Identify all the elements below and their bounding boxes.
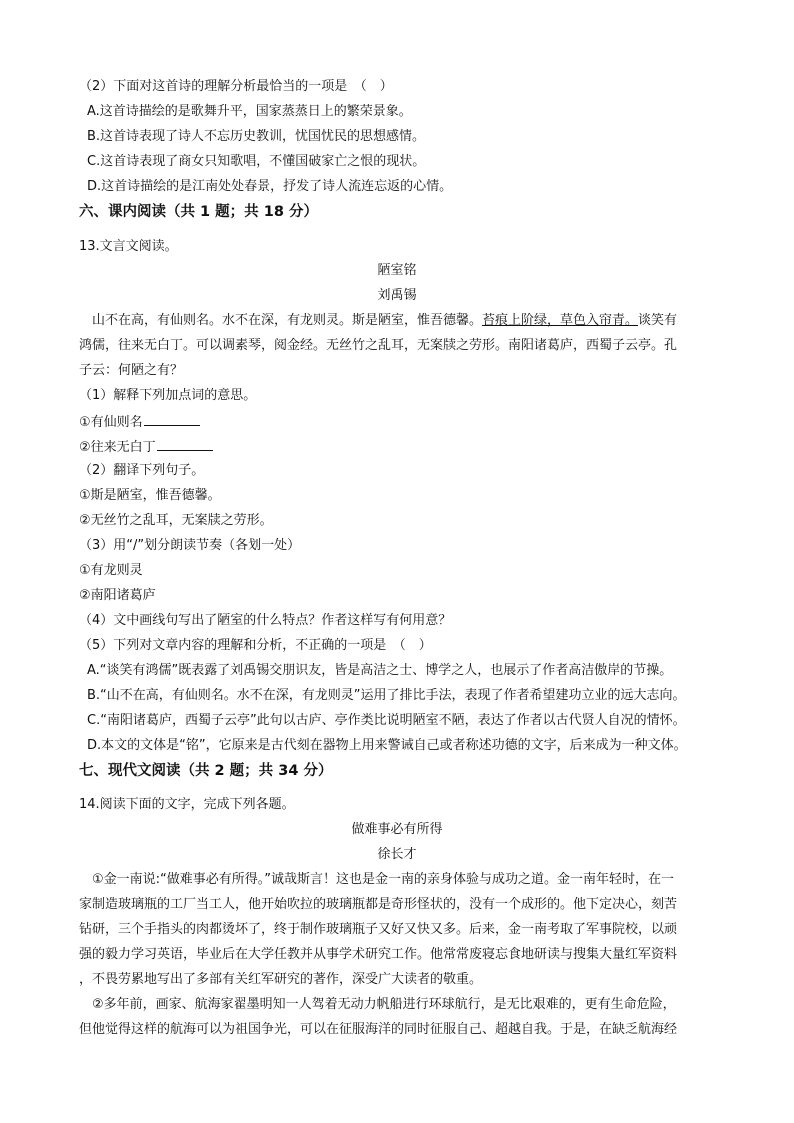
passage-line-2: 鸿儒，往来无白丁。可以调素琴，阅金经。无丝竹之乱耳，无案牍之劳形。南阳诸葛庐，西蜀子云亭。孔 bbox=[79, 338, 678, 353]
article-paragraph-2-line-1: ②多年前，画家、航海家翟墨明知一人驾着无动力帆船进行环球航行，是无比艰难的，更有生命危险， bbox=[79, 997, 676, 1012]
article-paragraph-1-line-3: 钻研，三个手指头的肉都烫坏了，终于制作玻璃瓶子又好又快又多。后来，金一南考取了军事院校，以顽 bbox=[79, 922, 678, 937]
article-paragraph-2-line-2: 但他觉得这样的航海可以为祖国争光，可以在征服海洋的同时征服自己、超越自我。于是，在缺乏航海经 bbox=[79, 1022, 678, 1037]
sub-question-3-item-b: ②南阳诸葛庐 bbox=[79, 588, 156, 603]
sub-question-3-item-a: ①有龙则灵 bbox=[79, 563, 143, 578]
option-d: D.这首诗描绘的是江南处处春景，抒发了诗人流连忘返的心情。 bbox=[87, 179, 453, 194]
sub-question-2-item-a: ①斯是陋室，惟吾德馨。 bbox=[79, 488, 221, 503]
article-paragraph-1-line-5: ，不畏劳累地写出了多部有关红军研究的著作，深受广大读者的敬重。 bbox=[79, 972, 483, 987]
option-a: A.这首诗描绘的是歌舞升平，国家蒸蒸日上的繁荣景象。 bbox=[87, 104, 412, 119]
section-6-heading: 六、课内阅读（共 1 题；共 18 分） bbox=[79, 204, 318, 220]
sub-question-5-option-c: C.“南阳诸葛庐，西蜀子云亭”此句以古庐、亭作类比说明陋室不陋，表达了作者以古代贤人自况的情怀。 bbox=[87, 713, 686, 728]
option-b: B.这首诗表现了诗人不忘历史教训，忧国忧民的思想感情。 bbox=[87, 129, 426, 144]
sub-question-1-item-b: ②往来无白丁 bbox=[79, 437, 213, 457]
sub-question-2-item-b: ②无丝竹之乱耳，无案牍之劳形。 bbox=[79, 513, 273, 528]
passage-line-1: 山不在高，有仙则名。水不在深，有龙则灵。斯是陋室，惟吾德馨。苔痕上阶绿，草色入帘青。谈笑有 bbox=[79, 313, 678, 328]
sub-question-1-item-a: ①有仙则名 bbox=[79, 412, 200, 432]
answer-blank[interactable] bbox=[144, 412, 200, 426]
poem-author: 刘禹锡 bbox=[377, 288, 417, 303]
passage-line-3: 子云：何陋之有？ bbox=[79, 363, 184, 378]
question-12-sub2: （2）下面对这首诗的理解分析最恰当的一项是 （ ） bbox=[79, 79, 393, 94]
section-7-heading: 七、现代文阅读（共 2 题；共 34 分） bbox=[79, 763, 333, 779]
sub-question-5: （5）下列对文章内容的理解和分析，不正确的一项是 （ ） bbox=[79, 638, 432, 653]
article-author: 徐长才 bbox=[377, 847, 417, 862]
answer-blank[interactable] bbox=[157, 437, 213, 451]
underlined-sentence: 苔痕上阶绿，草色入帘青。 bbox=[482, 313, 639, 328]
sub-question-4: （4）文中画线句写出了陋室的什么特点？作者这样写有何用意？ bbox=[79, 613, 452, 628]
sub-question-1: （1）解释下列加点词的意思。 bbox=[79, 388, 257, 403]
sub-question-5-option-b: B.“山不在高，有仙则名。水不在深，有龙则灵”运用了排比手法，表现了作者希望建功立业的远大志向。 bbox=[87, 688, 686, 703]
article-paragraph-1-line-1: ①金一南说:“做难事必有所得。”诚哉斯言！这也是金一南的亲身体验与成功之道。金一南年轻时，在一 bbox=[79, 872, 675, 887]
sub-question-3: （3）用“/”划分朗读节奏（各划一处） bbox=[79, 538, 301, 553]
poem-title: 陋室铭 bbox=[377, 263, 417, 278]
article-title: 做难事必有所得 bbox=[351, 822, 443, 837]
sub-question-2: （2）翻译下列句子。 bbox=[79, 463, 205, 478]
option-c: C.这首诗表现了商女只知歌唱，不懂国破家亡之恨的现状。 bbox=[87, 154, 426, 169]
sub-question-5-option-d: D.本文的文体是“铭”，它原来是古代刻在器物上用来警诫自己或者称述功德的文字，后来成为一种文体。 bbox=[87, 738, 687, 753]
sub-question-5-option-a: A.“谈笑有鸿儒”既表露了刘禹锡交朋识友，皆是高洁之士、博学之人，也展示了作者高洁傲岸的节操。 bbox=[87, 663, 673, 678]
question-14-prompt: 14.阅读下面的文字，完成下列各题。 bbox=[79, 797, 295, 812]
article-paragraph-1-line-4: 强的毅力学习英语，毕业后在大学任教并从事学术研究工作。他常常废寝忘食地研读与搜集大量红军资料 bbox=[79, 947, 678, 962]
article-paragraph-1-line-2: 家制造玻璃瓶的工厂当工人，他开始吹拉的玻璃瓶都是奇形怪状的，没有一个成形的。他下定决心，刻苦 bbox=[79, 897, 678, 912]
question-13-prompt: 13.文言文阅读。 bbox=[79, 239, 178, 254]
